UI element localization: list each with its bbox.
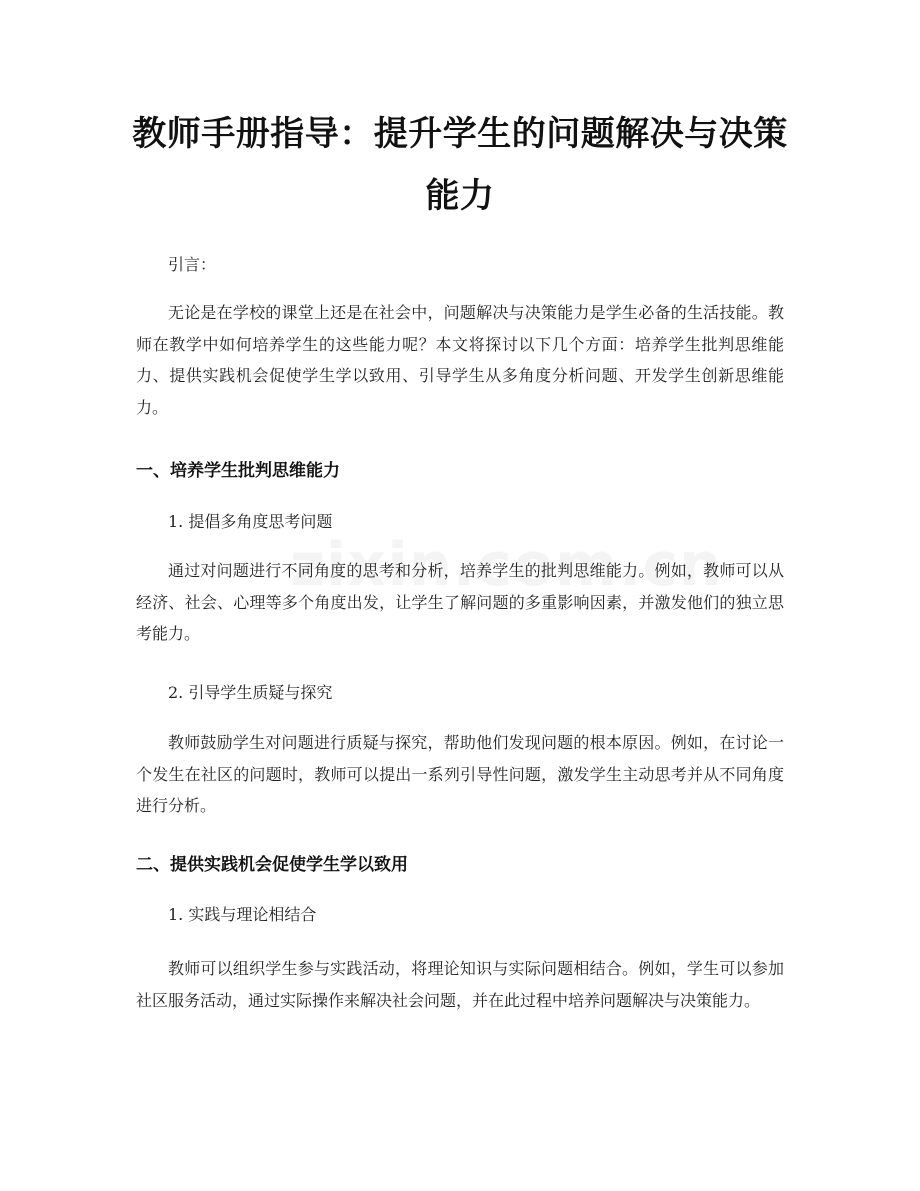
intro-paragraph: 无论是在学校的课堂上还是在社会中，问题解决与决策能力是学生必备的生活技能。教师在教学中如何培养学生的这些能力呢？本文将探讨以下几个方面：培养学生批判思维能力、提供实践机会促使学生学以致用、引导学生从多角度分析问题、开发学生创新思维能力。 xyxy=(136,303,784,417)
paragraph-1-1: 通过对问题进行不同角度的思考和分析，培养学生的批判思维能力。例如，教师可以从经济、社会、心理等多个角度出发，让学生了解问题的多重影响因素，并激发他们的独立思考能力。 xyxy=(136,561,784,643)
document-title: 教师手册指导：提升学生的问题解决与决策能力 xyxy=(132,114,788,216)
subheading-1-2: 2. 引导学生质疑与探究 xyxy=(168,683,333,702)
section-heading-2: 二、提供实践机会促使学生学以致用 xyxy=(136,855,408,875)
intro-label: 引言： xyxy=(168,255,217,274)
paragraph-1-2: 教师鼓励学生对问题进行质疑与探究，帮助他们发现问题的根本原因。例如，在讨论一个发生在社区的问题时，教师可以提出一系列引导性问题，激发学生主动思考并从不同角度进行分析。 xyxy=(136,733,784,815)
paragraph-2-1: 教师可以组织学生参与实践活动，将理论知识与实际问题相结合。例如，学生可以参加社区服务活动，通过实际操作来解决社会问题，并在此过程中培养问题解决与决策能力。 xyxy=(136,959,784,1010)
subheading-2-1: 1. 实践与理论相结合 xyxy=(168,905,317,924)
section-heading-1: 一、培养学生批判思维能力 xyxy=(136,461,340,481)
subheading-1-1: 1. 提倡多角度思考问题 xyxy=(168,512,333,531)
